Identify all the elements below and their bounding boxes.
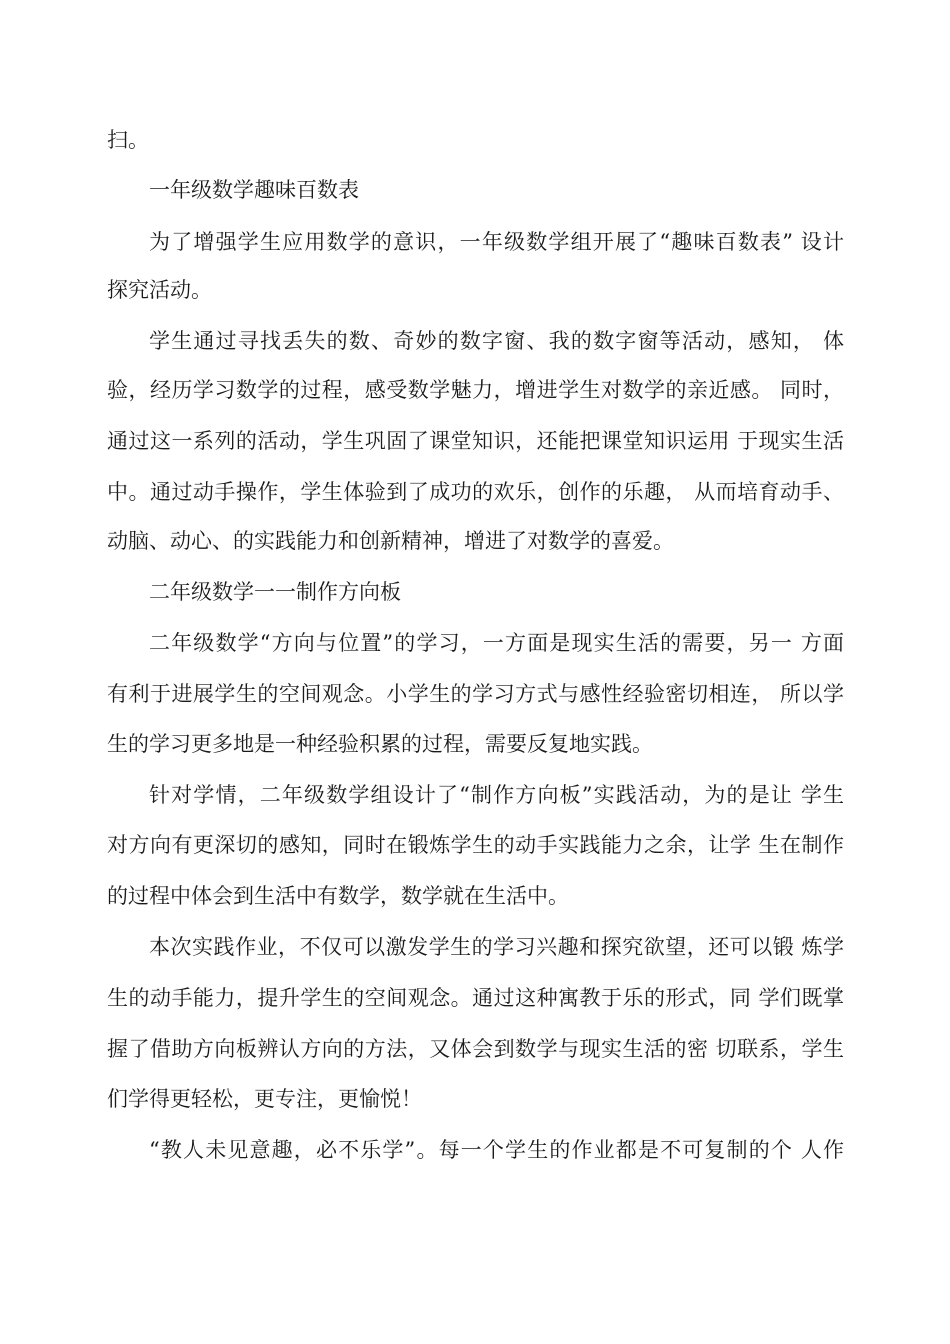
text-line-9: 动脑、动心、的实践能力和创新精神，增进了对数学的喜爱。 xyxy=(107,529,674,553)
text-line-7: 通过这一系列的活动，学生巩固了课堂知识，还能把课堂知识运用 于现实生活 xyxy=(107,429,844,453)
text-line-1: 扫。 xyxy=(107,128,149,152)
text-line-20: 们学得更轻松，更专注，更愉悦！ xyxy=(107,1087,422,1111)
section-heading-grade2: 二年级数学一一制作方向板 xyxy=(149,580,401,604)
text-line-6: 验，经历学习数学的过程，感受数学魅力，增进学生对数学的亲近感。 同时， xyxy=(107,378,844,402)
text-line-16: 的过程中体会到生活中有数学，数学就在生活中。 xyxy=(107,884,569,908)
text-line-21: “教人未见意趣，必不乐学”。每一个学生的作业都是不可复制的个 人作 xyxy=(149,1138,844,1162)
text-line-4: 探究活动。 xyxy=(107,278,212,302)
text-line-15: 对方向有更深切的感知，同时在锻炼学生的动手实践能力之余，让学 生在制作 xyxy=(107,833,844,857)
text-line-3: 为了增强学生应用数学的意识，一年级数学组开展了“趣味百数表” 设计 xyxy=(149,230,844,254)
text-line-19: 握了借助方向板辨认方向的方法，又体会到数学与现实生活的密 切联系，学生 xyxy=(107,1037,844,1061)
text-line-18: 生的动手能力，提升学生的空间观念。通过这种寓教于乐的形式，同 学们既掌 xyxy=(107,986,844,1010)
section-heading-grade1: 一年级数学趣味百数表 xyxy=(149,178,359,202)
text-line-5: 学生通过寻找丢失的数、奇妙的数字窗、我的数字窗等活动，感知， 体 xyxy=(149,329,844,353)
text-line-14: 针对学情，二年级数学组设计了“制作方向板”实践活动，为的是让 学生 xyxy=(149,783,844,807)
text-line-13: 生的学习更多地是一种经验积累的过程，需要反复地实践。 xyxy=(107,732,653,756)
text-line-11: 二年级数学“方向与位置”的学习，一方面是现实生活的需要，另一 方面 xyxy=(149,631,844,655)
text-line-12: 有利于进展学生的空间观念。小学生的学习方式与感性经验密切相连， 所以学 xyxy=(107,682,844,706)
text-line-8: 中。通过动手操作，学生体验到了成功的欢乐，创作的乐趣， 从而培育动手、 xyxy=(107,480,844,504)
text-line-17: 本次实践作业，不仅可以激发学生的学习兴趣和探究欲望，还可以锻 炼学 xyxy=(149,935,844,959)
